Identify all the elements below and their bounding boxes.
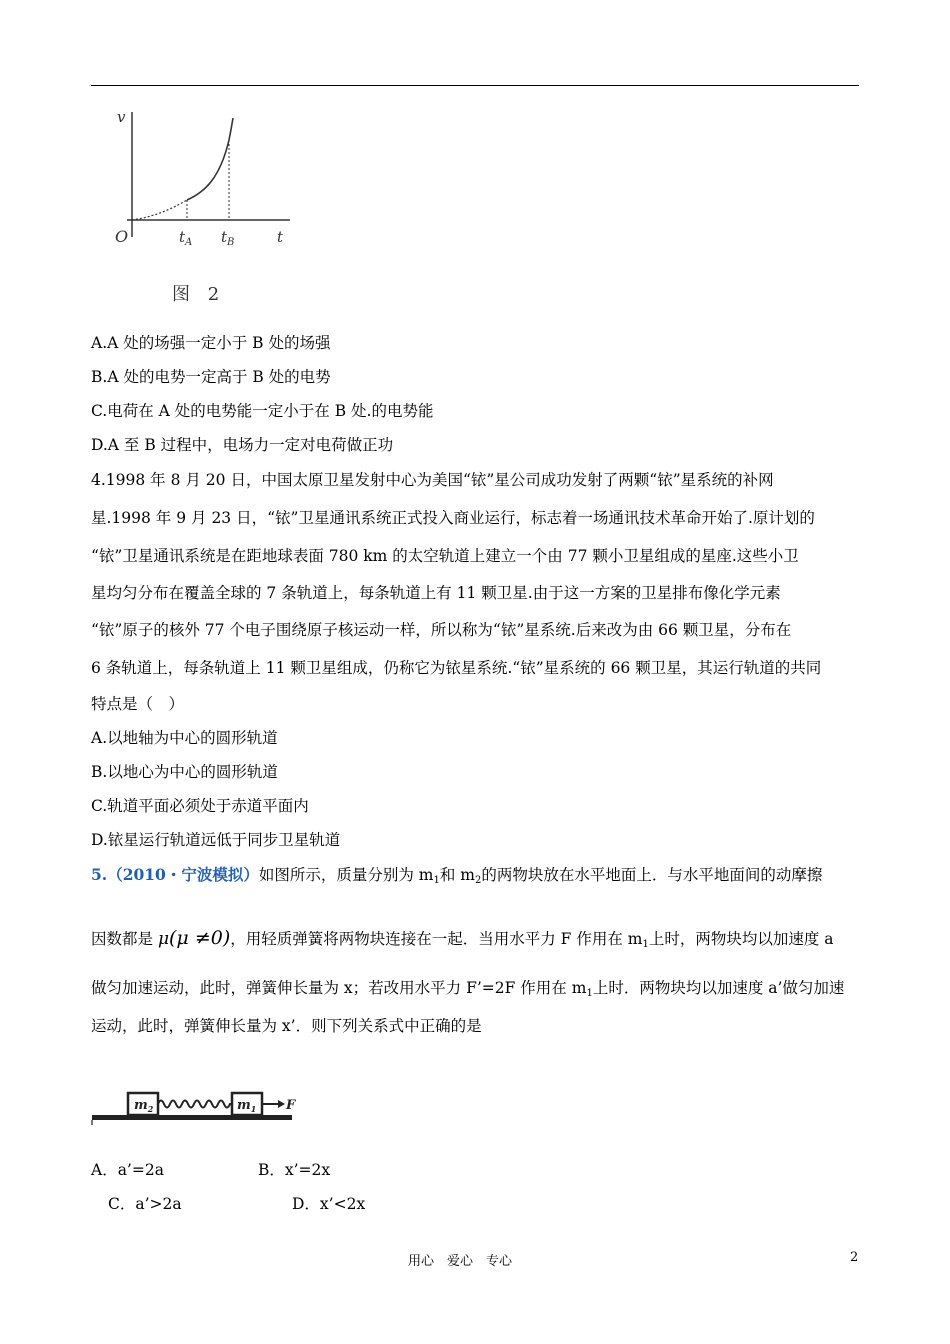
q4-text-line: 特点是（ ） <box>91 695 185 713</box>
curve-solid-segment <box>187 118 233 200</box>
q5-line-3: 做匀加速运动，此时，弹簧伸长量为 x；若改用水平力 F’=2F 作用在 $m_1$上时．两物块均以加速度 a’做匀加速 <box>91 979 845 999</box>
svg-text:m2: $m_2$ <box>134 1098 154 1114</box>
q3-option-a: A.A 处的场强一定小于 B 处的场强 <box>91 334 331 352</box>
origin-label: O <box>115 227 129 246</box>
q4-option-d: D.铱星运行轨道远低于同步卫星轨道 <box>91 831 341 849</box>
q3-option-b: B.A 处的电势一定高于 B 处的电势 <box>91 368 331 386</box>
curve-dotted-segment <box>132 200 187 220</box>
force-label: F <box>286 1098 296 1113</box>
q4-text-line: 星.1998 年 9 月 23 日，“铱”卫星通讯系统正式投入商业运行，标志着一场通讯技术革命开始了.原计划的 <box>91 509 815 527</box>
q5-option-c: C．a’>2a <box>108 1195 182 1213</box>
q5-line-4: 运动，此时，弹簧伸长量为 x’．则下列关系式中正确的是 <box>91 1017 482 1035</box>
spring <box>158 1101 236 1108</box>
q4-text-line: 6 条轨道上，每条轨道上 11 颗卫星组成，仍称它为铱星系统.“铱”星系统的 66 颗卫星，其运行轨道的共同 <box>91 659 822 677</box>
q5-line-1: 5.（2010・宁波模拟）如图所示，质量分别为 $m_1$和 $m_2$的两物块放在水平地面上．与水平地面间的动摩擦 <box>91 865 823 886</box>
tb-label: $t_B$ <box>221 228 235 248</box>
force-arrowhead <box>278 1100 285 1108</box>
header-rule <box>91 85 859 86</box>
t-label: t <box>277 228 284 246</box>
q4-option-c: C.轨道平面必须处于赤道平面内 <box>91 797 309 815</box>
q4-option-b: B.以地心为中心的圆形轨道 <box>91 763 278 781</box>
q4-text-line: 星均匀分布在覆盖全球的 7 条轨道上，每条轨道上有 11 颗卫星.由于这一方案的卫星排布像化学元素 <box>91 584 781 602</box>
q4-text-line: “铱”原子的核外 77 个电子围绕原子核运动一样，所以称为“铱”星系统.后来改为由 66 颗卫星，分布在 <box>91 621 792 639</box>
mu-condition: (μ ≠0) <box>169 927 231 949</box>
q3-option-d: D.A 至 B 过程中，电场力一定对电荷做正功 <box>91 436 394 454</box>
q5-option-a: A．a’=2a <box>91 1161 164 1179</box>
svg-text:m1: $m_1$ <box>237 1098 257 1114</box>
q5-option-b: B．x’=2x <box>258 1161 331 1179</box>
mu-symbol: μ <box>157 929 170 949</box>
q5-line-2: 因数都是 μ(μ ≠0)，用轻质弹簧将两物块连接在一起．当用水平力 F 作用在 $m_1$上时，两物块均以加速度 a <box>91 927 834 950</box>
blocks-spring-figure <box>90 1085 300 1130</box>
q5-option-d: D．x’<2x <box>292 1195 366 1213</box>
velocity-time-graph <box>95 100 305 250</box>
q4-text-line: “铱”卫星通讯系统是在距地球表面 780 km 的太空轨道上建立一个由 77 颗小卫星组成的星座.这些小卫 <box>91 547 799 565</box>
footer-motto: 用心 爱心 专心 <box>408 1254 513 1269</box>
q5-number: 5. <box>91 865 108 884</box>
q4-text-line: 4.1998 年 8 月 20 日，中国太原卫星发射中心为美国“铱”星公司成功发射了两颗“铱”星系统的补网 <box>91 471 774 489</box>
q3-option-c: C.电荷在 A 处的电势能一定小于在 B 处.的电势能 <box>91 402 434 420</box>
q4-option-a: A.以地轴为中心的圆形轨道 <box>91 729 278 747</box>
figure-caption: 图 2 <box>172 284 226 305</box>
ta-label: $t_A$ <box>179 228 193 248</box>
page-number: 2 <box>850 1250 859 1265</box>
v-label: v <box>117 108 126 126</box>
q5-source: （2010・宁波模拟） <box>107 865 259 884</box>
